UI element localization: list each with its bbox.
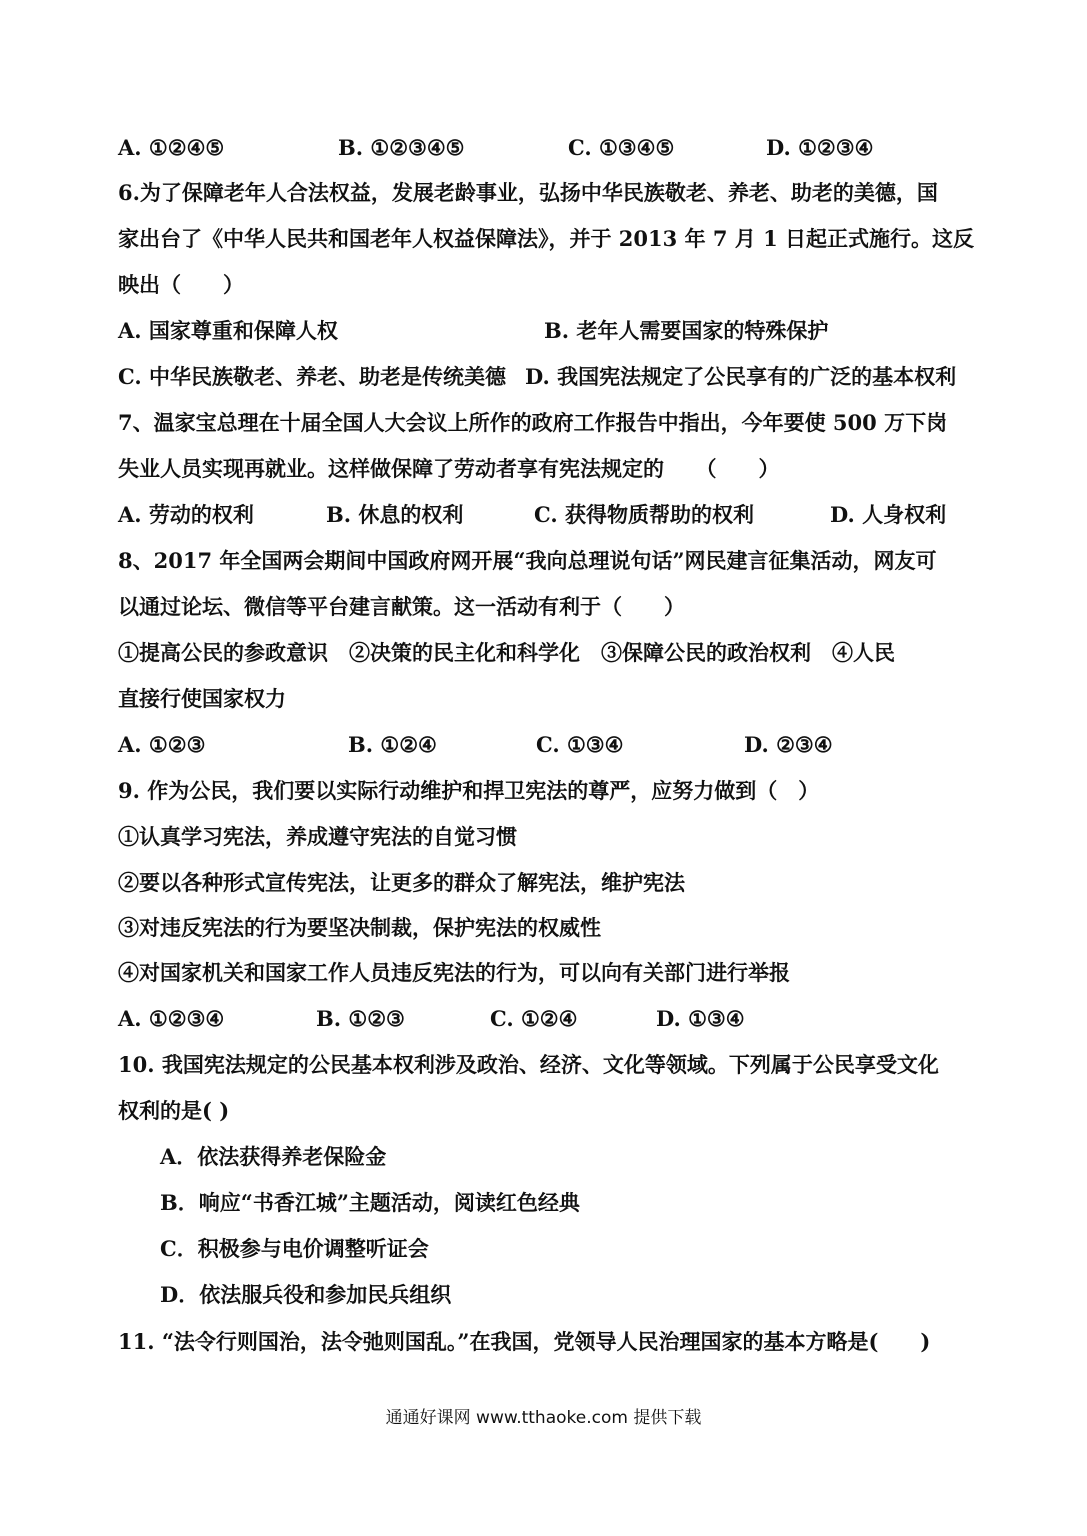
- q10-option-a: A．依法获得养老保险金: [160, 1144, 387, 1169]
- q5-option-a: A. ①②④⑤: [118, 135, 225, 160]
- page-footer: 通通好课网 www.tthaoke.com 提供下载: [385, 1408, 702, 1428]
- q10-option-c: C．积极参与电价调整听证会: [160, 1236, 429, 1261]
- q10-stem-line-1: 10. 我国宪法规定的公民基本权利涉及政治、经济、文化等领域。下列属于公民享受文化: [118, 1052, 939, 1077]
- q11-stem: 11. “法令行则国治，法令弛则国乱。”在我国，党领导人民治理国家的基本方略是( ): [118, 1329, 931, 1354]
- q7-option-d: D. 人身权利: [830, 502, 947, 527]
- q10-option-d: D．依法服兵役和参加民兵组织: [160, 1282, 452, 1307]
- q7-option-c: C. 获得物质帮助的权利: [534, 502, 754, 527]
- q9-item-3: ③对违反宪法的行为要坚决制裁，保护宪法的权威性: [118, 915, 601, 940]
- q8-items-line-1: ①提高公民的参政意识 ②决策的民主化和科学化 ③保障公民的政治权利 ④人民: [118, 640, 895, 665]
- q6-option-d: D. 我国宪法规定了公民享有的广泛的基本权利: [525, 364, 957, 389]
- q6-stem-line-1: 6.为了保障老年人合法权益，发展老龄事业，弘扬中华民族敬老、养老、助老的美德，国: [118, 180, 938, 205]
- q6-stem-line-3: 映出（ ）: [118, 272, 244, 297]
- q10-option-b: B．响应“书香江城”主题活动，阅读红色经典: [160, 1190, 580, 1215]
- q9-item-4: ④对国家机关和国家工作人员违反宪法的行为，可以向有关部门进行举报: [118, 960, 790, 985]
- q9-option-c: C. ①②④: [490, 1006, 578, 1031]
- q6-option-c: C. 中华民族敬老、养老、助老是传统美德: [118, 364, 506, 389]
- q8-option-d: D. ②③④: [744, 732, 833, 757]
- q6-stem-line-2: 家出台了《中华人民共和国老年人权益保障法》，并于 2013 年 7 月 1 日起正式施行。这反: [118, 226, 975, 251]
- q10-stem-line-2: 权利的是( ): [118, 1098, 230, 1123]
- q8-option-a: A. ①②③: [118, 732, 206, 757]
- q8-items-line-2: 直接行使国家权力: [118, 686, 286, 711]
- q8-option-c: C. ①③④: [536, 732, 624, 757]
- q6-option-a: A. 国家尊重和保障人权: [118, 318, 338, 343]
- q5-option-c: C. ①③④⑤: [568, 135, 675, 160]
- q7-stem-line-1: 7、温家宝总理在十届全国人大会议上所作的政府工作报告中指出，今年要使 500 万下岗: [118, 410, 948, 435]
- q9-option-a: A. ①②③④: [118, 1006, 225, 1031]
- q9-item-1: ①认真学习宪法，养成遵守宪法的自觉习惯: [118, 824, 517, 849]
- q7-stem-line-2: 失业人员实现再就业。这样做保障了劳动者享有宪法规定的 （ ）: [118, 456, 780, 481]
- q9-option-d: D. ①③④: [656, 1006, 745, 1031]
- q9-item-2: ②要以各种形式宣传宪法，让更多的群众了解宪法，维护宪法: [118, 870, 685, 895]
- q9-option-b: B. ①②③: [316, 1006, 405, 1031]
- q8-stem-line-2: 以通过论坛、微信等平台建言献策。这一活动有利于（ ）: [118, 594, 685, 619]
- q7-option-a: A. 劳动的权利: [118, 502, 254, 527]
- q5-option-d: D. ①②③④: [766, 135, 874, 160]
- q6-option-b: B. 老年人需要国家的特殊保护: [544, 318, 829, 343]
- q8-stem-line-1: 8、2017 年全国两会期间中国政府网开展“我向总理说句话”网民建言征集活动，网友可: [118, 548, 937, 573]
- q5-option-b: B. ①②③④⑤: [338, 135, 465, 160]
- q9-stem: 9. 作为公民，我们要以实际行动维护和捍卫宪法的尊严，应努力做到（ ）: [118, 778, 820, 803]
- q8-option-b: B. ①②④: [348, 732, 437, 757]
- q7-option-b: B. 休息的权利: [326, 502, 464, 527]
